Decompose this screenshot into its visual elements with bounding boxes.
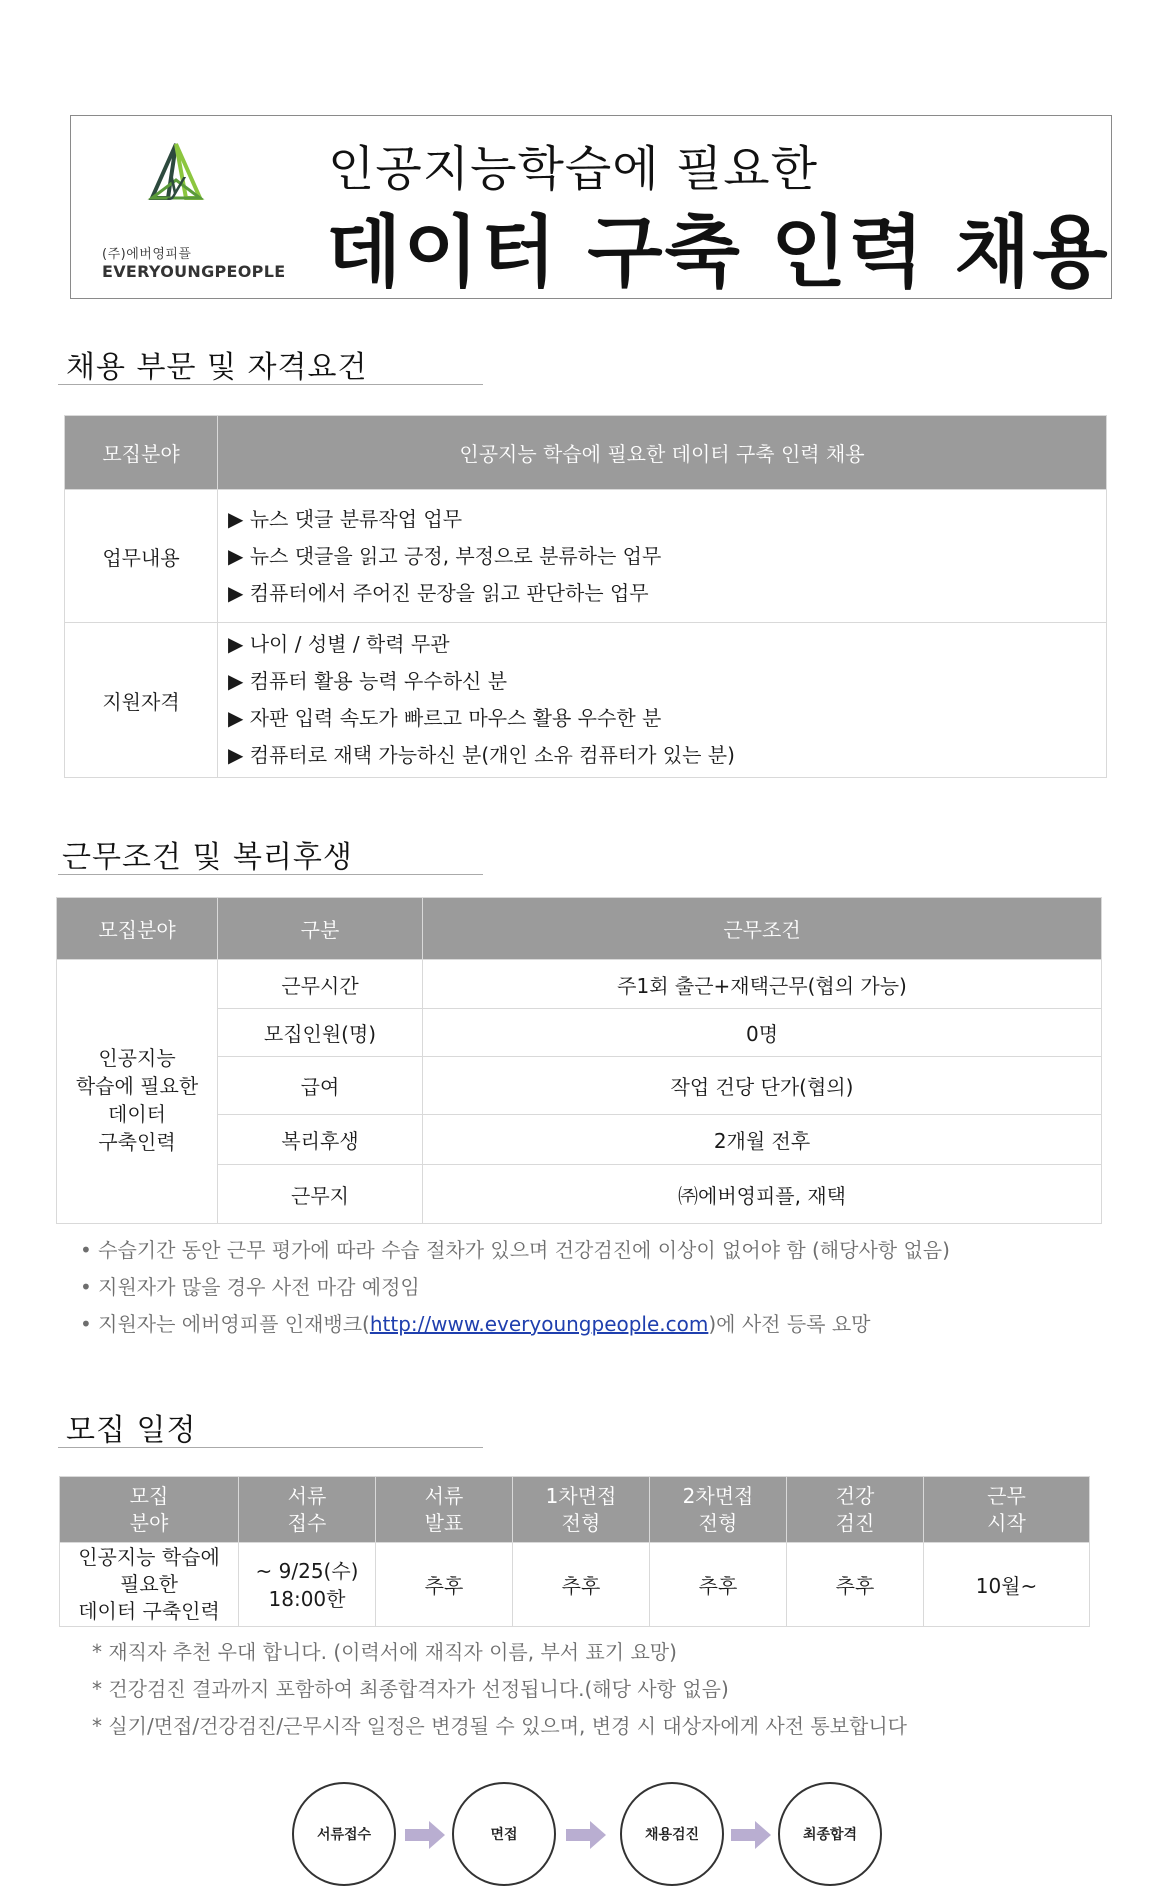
header-health [787, 1477, 924, 1543]
field-line: 인공지능 학습에 [78, 1545, 220, 1569]
value-cell: 작업 건당 단가(협의) [423, 1057, 1102, 1115]
header-line: 전형 [561, 1510, 601, 1535]
duties-label: 업무내용 [65, 490, 218, 623]
section2-title: 근무조건 및 복리후생 [62, 840, 353, 875]
condition-note: • 지원자가 많을 경우 사전 마감 예정임 [80, 1275, 420, 1299]
date-line: ~ 9/25(수) [255, 1558, 359, 1583]
time-line: 18:00한 [268, 1586, 346, 1611]
talent-bank-link[interactable]: http://www.everyoungpeople.com [369, 1312, 709, 1336]
condition-note: • 수습기간 동안 근무 평가에 따라 수습 절차가 있으며 건강검진에 이상이 없어야 함 (해당사항 없음) [80, 1238, 950, 1262]
flow-step-health: 채용검진 [620, 1782, 724, 1886]
header-line: 검진 [835, 1510, 875, 1535]
header-line: 2차면접 [682, 1483, 754, 1508]
interview2-cell: 추후 [650, 1543, 787, 1627]
logo-korean-name: (주)에버영피플 [102, 247, 192, 262]
field-cell [60, 1543, 239, 1627]
header-line: 모집 [129, 1483, 169, 1508]
field-line: 필요한 [120, 1572, 178, 1596]
section2-underline [58, 874, 483, 875]
interview1-cell: 추후 [513, 1543, 650, 1627]
requirements-header-row [65, 416, 1107, 490]
health-cell: 추후 [787, 1543, 924, 1627]
schedule-row [60, 1543, 1090, 1627]
table-row [57, 960, 1102, 1009]
schedule-header-row [60, 1477, 1090, 1543]
logo-english-name: EVERYOUNGPEOPLE [102, 262, 286, 281]
conditions-header-row [57, 898, 1102, 960]
header-interview2 [650, 1477, 787, 1543]
header-field: 모집분야 [65, 416, 218, 490]
header-line: 전형 [698, 1510, 738, 1535]
qualifications-row [65, 623, 1107, 778]
schedule-note: * 재직자 추천 우대 합니다. (이력서에 재직자 이름, 부서 표기 요망) [92, 1640, 677, 1664]
schedule-table [59, 1476, 1090, 1627]
arrow-right-icon [731, 1820, 771, 1850]
value-cell: 0명 [423, 1009, 1102, 1057]
category-cell: 근무지 [218, 1165, 423, 1224]
flow-step-document: 서류접수 [292, 1782, 396, 1886]
section3-underline [58, 1447, 483, 1448]
section3-title: 모집 일정 [66, 1413, 197, 1448]
section1-underline [58, 384, 483, 385]
header-position: 인공지능 학습에 필요한 데이터 구축 인력 채용 [218, 416, 1107, 490]
field-line: 구축인력 [98, 1129, 176, 1154]
header-doc-result [376, 1477, 513, 1543]
header-interview1 [513, 1477, 650, 1543]
requirements-table [64, 415, 1107, 778]
category-cell: 복리후생 [218, 1115, 423, 1165]
qualifications-label: 지원자격 [65, 623, 218, 778]
arrow-right-icon [405, 1820, 445, 1850]
header-line: 근무 [987, 1483, 1026, 1508]
condition-note-registration [80, 1308, 870, 1337]
conditions-table [56, 897, 1102, 1224]
field-line: 학습에 필요한 [75, 1073, 199, 1098]
qualification-item: ▶ 컴퓨터로 재택 가능하신 분(개인 소유 컴퓨터가 있는 분) [228, 743, 735, 767]
qualification-item: ▶ 자판 입력 속도가 빠르고 마우스 활용 우수한 분 [228, 706, 662, 730]
header-line: 분야 [129, 1510, 169, 1535]
schedule-note: * 건강검진 결과까지 포함하여 최종합격자가 선정됩니다.(해당 사항 없음) [92, 1677, 729, 1701]
header-conditions: 근무조건 [423, 898, 1102, 960]
arrow-right-icon [566, 1820, 606, 1850]
header-subtitle: 인공지능학습에 필요한 [328, 141, 818, 197]
value-cell: ㈜에버영피플, 재택 [423, 1165, 1102, 1224]
field-cell [57, 960, 218, 1224]
duties-row [65, 490, 1107, 623]
field-line: 데이터 [108, 1101, 166, 1126]
section1-title: 채용 부문 및 자격요건 [66, 350, 368, 385]
qualification-item: ▶ 나이 / 성별 / 학력 무관 [228, 632, 450, 656]
header-category: 구분 [218, 898, 423, 960]
qualifications-list [218, 623, 1107, 778]
duties-list [218, 490, 1107, 623]
category-cell: 모집인원(명) [218, 1009, 423, 1057]
flow-step-interview: 면접 [452, 1782, 556, 1886]
header-start [924, 1477, 1090, 1543]
flow-step-final: 최종합격 [778, 1782, 882, 1886]
value-cell: 2개월 전후 [423, 1115, 1102, 1165]
start-cell: 10월~ [924, 1543, 1090, 1627]
duty-item: ▶ 뉴스 댓글 분류작업 업무 [228, 506, 463, 531]
header-title: 데이터 구축 인력 채용 [326, 208, 1110, 298]
svg-text:y: y [168, 167, 186, 202]
doc-result-cell: 추후 [376, 1543, 513, 1627]
header-line: 서류 [287, 1483, 327, 1508]
header-field [60, 1477, 239, 1543]
schedule-note: * 실기/면접/건강검진/근무시작 일정은 변경될 수 있으며, 변경 시 대상자에게 사전 통보합니다 [92, 1714, 907, 1738]
duty-item: ▶ 컴퓨터에서 주어진 문장을 읽고 판단하는 업무 [228, 580, 649, 605]
field-line: 인공지능 [98, 1045, 176, 1070]
field-line: 데이터 구축인력 [78, 1599, 220, 1623]
header-doc-submit [239, 1477, 376, 1543]
value-cell: 주1회 출근+재택근무(협의 가능) [423, 960, 1102, 1009]
header-line: 서류 [424, 1483, 464, 1508]
header-line: 접수 [287, 1510, 327, 1535]
note-text: • 지원자는 에버영피플 인재뱅크( [80, 1312, 370, 1336]
qualification-item: ▶ 컴퓨터 활용 능력 우수하신 분 [228, 669, 508, 693]
logo-mark-icon [146, 140, 226, 210]
header-line: 1차면접 [545, 1483, 617, 1508]
duty-item: ▶ 뉴스 댓글을 읽고 긍정, 부정으로 분류하는 업무 [228, 543, 662, 568]
company-logo [100, 140, 290, 285]
header-line: 건강 [835, 1483, 875, 1508]
header-field: 모집분야 [57, 898, 218, 960]
doc-submit-cell [239, 1543, 376, 1627]
category-cell: 근무시간 [218, 960, 423, 1009]
category-cell: 급여 [218, 1057, 423, 1115]
header-line: 시작 [987, 1510, 1026, 1535]
header-line: 발표 [424, 1510, 464, 1535]
note-text: )에 사전 등록 요망 [708, 1312, 871, 1336]
